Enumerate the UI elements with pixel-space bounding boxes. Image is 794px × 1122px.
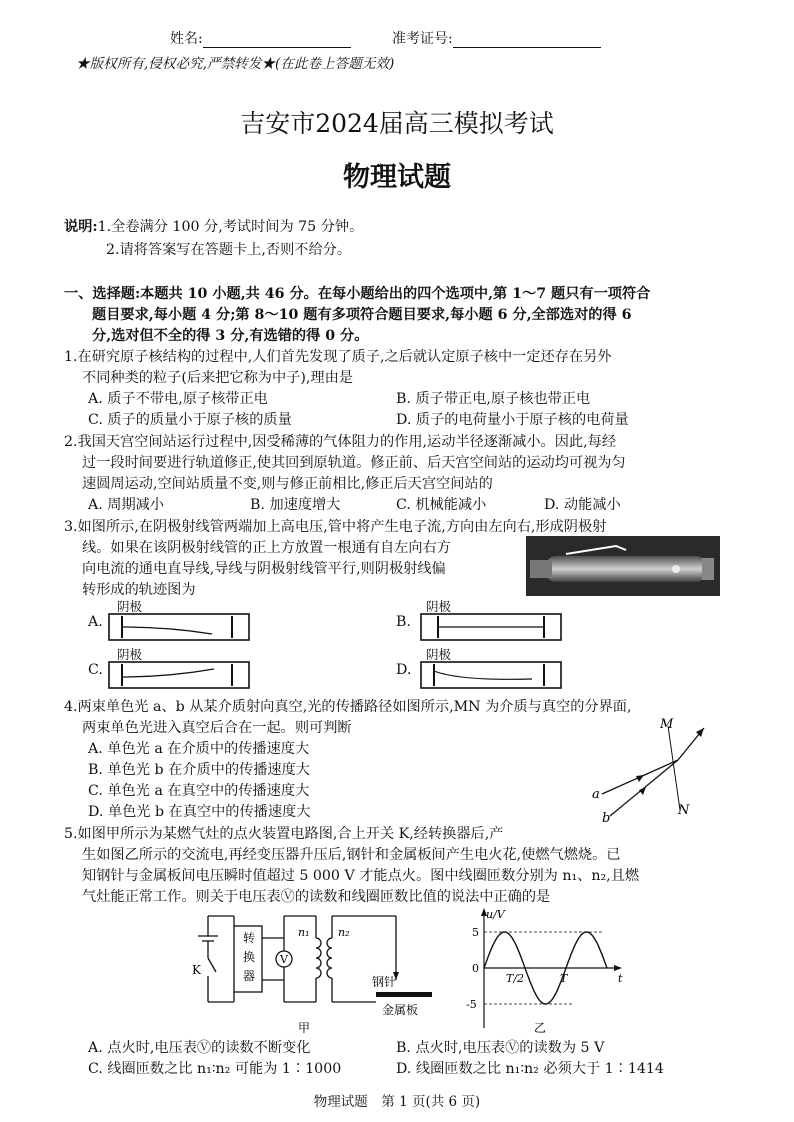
instructions: 说明:1.全卷满分 100 分,考试时间为 75 分钟。 [64, 219, 364, 235]
copyright-notice: ★版权所有,侵权必究,严禁转发★(在此卷上答题无效) [76, 56, 395, 72]
converter-char: 换 [243, 950, 256, 964]
q3-stem-line: 转形成的轨迹图为 [82, 582, 196, 598]
name-blank [203, 31, 351, 48]
q3-option-d-diagram [420, 659, 562, 691]
y-tick-5: 5 [472, 926, 479, 939]
q4-option-d: D. 单色光 b 在真空中的传播速度大 [88, 804, 311, 820]
section-heading-line: 分,选对但不全的得 3 分,有选错的得 0 分。 [92, 328, 369, 344]
label-m: M [660, 717, 674, 732]
ray-b-arrow [639, 787, 646, 795]
q3-c-cathode-label: 阴极 [117, 647, 143, 662]
q4-refraction-diagram [584, 712, 724, 826]
converter-char: 转 [243, 931, 256, 945]
label-b: b [602, 811, 611, 826]
q4-option-a: A. 单色光 a 在介质中的传播速度大 [88, 741, 310, 757]
q4-stem-line: 两束单色光进入真空后合在一起。则可判断 [82, 720, 352, 736]
exam-number-blank [453, 31, 601, 48]
q2-option-b: B. 加速度增大 [250, 497, 341, 513]
switch-k [208, 958, 216, 972]
exam-number-label: 准考证号: [392, 31, 453, 47]
plate-label: 金属板 [382, 1003, 419, 1017]
y-tick-neg5: -5 [466, 998, 477, 1011]
section-heading: 一、选择题:本题共 10 小题,共 46 分。在每小题给出的四个选项中,第 1～7 题只有一项符合 [64, 286, 651, 302]
q5-option-c: C. 线圈匝数之比 n₁∶n₂ 可能为 1∶1000 [88, 1061, 342, 1077]
q4-option-b: B. 单色光 b 在介质中的传播速度大 [88, 762, 310, 778]
q5-circuit-diagram [186, 908, 446, 1034]
q3-option-a-diagram [108, 611, 250, 643]
primary-coil [316, 938, 321, 978]
q5-stem-line: 知钢针与金属板间电压瞬时值超过 5 000 V 才能点火。图中线圈匝数分别为 n₁、n₂,且燃 [82, 868, 640, 884]
q1-option-a: A. 质子不带电,原子核带正电 [88, 391, 268, 407]
q3-option-d-letter: D. [396, 662, 412, 678]
needle-label: 钢针 [372, 975, 397, 989]
switch-label: K [192, 963, 201, 977]
q3-stem-line: 向电流的通电直导线,导线与阴极射线管平行,则阴极射线偏 [82, 561, 446, 577]
q4-option-c: C. 单色光 a 在真空中的传播速度大 [88, 783, 310, 799]
q3-a-cathode-label: 阴极 [117, 599, 143, 614]
q5-stem-line: 生如图乙所示的交流电,再经变压器升压后,钢针和金属板间产生电火花,使燃气燃烧。已 [82, 847, 621, 863]
q5-option-b: B. 点火时,电压表Ⓥ的读数为 5 V [396, 1040, 605, 1056]
voltmeter-label: V [280, 953, 288, 966]
q3-option-a-letter: A. [88, 614, 103, 630]
paper-subtitle: 物理试题 [343, 162, 451, 193]
exam-title: 吉安市2024届高三模拟考试 [240, 109, 554, 138]
q3-stem: 3.如图所示,在阴极射线管两端加上高电压,管中将产生电子流,方向由左向右,形成阴极射 [64, 519, 607, 535]
converter-char: 器 [243, 969, 256, 983]
q1-option-d: D. 质子的电荷量小于原子核的电荷量 [396, 412, 629, 428]
q2-stem-line: 过一段时间要进行轨道修正,使其回到原轨道。修正前、后天宫空间站的运动均可视为匀 [82, 455, 626, 471]
name-field [170, 28, 351, 48]
q1-stem: 1.在研究原子核结构的过程中,人们首先发现了质子,之后就认定原子核中一定还存在另外 [64, 349, 612, 365]
q3-option-c-diagram [108, 659, 250, 691]
q3-option-c-letter: C. [88, 662, 103, 678]
n1-label: n₁ [298, 926, 310, 939]
q3-b-cathode-label: 阴极 [426, 599, 452, 614]
metal-plate [376, 992, 432, 997]
q1-stem-line: 不同种类的粒子(后来把它称为中子),理由是 [82, 370, 353, 386]
name-label: 姓名: [170, 31, 203, 47]
q2-stem: 2.我国天宫空间站运行过程中,因受稀薄的气体阻力的作用,运动半径逐渐减小。因此,每经 [64, 434, 617, 450]
cathode-ray-tube-photo [526, 536, 720, 596]
q3-d-cathode-label: 阴极 [426, 647, 452, 662]
label-a: a [592, 787, 600, 802]
q1-option-c: C. 质子的质量小于原子核的质量 [88, 412, 292, 428]
section-heading-line: 题目要求,每小题 4 分;第 8～10 题有多项符合题目要求,每小题 6 分,全部选对的得 6 [92, 307, 632, 323]
y-tick-0: 0 [472, 962, 479, 975]
q5-stem: 5.如图甲所示为某燃气灶的点火装置电路图,合上开关 K,经转换器后,产 [64, 826, 504, 842]
q3-option-b-letter: B. [396, 614, 411, 630]
graph-xlabel: t [618, 972, 623, 985]
q1-option-b: B. 质子带正电,原子核也带正电 [396, 391, 591, 407]
page-footer: 物理试题 第 1 页(共 6 页) [313, 1094, 481, 1110]
q5-voltage-graph [460, 904, 632, 1034]
x-tick-t: T [560, 972, 568, 985]
exam-number-field [392, 28, 601, 48]
circuit-caption: 甲 [298, 1021, 311, 1034]
q2-option-d: D. 动能减小 [544, 497, 621, 513]
q5-option-d: D. 线圈匝数之比 n₁∶n₂ 必须大于 1∶1414 [396, 1061, 664, 1077]
instruction-item: 2.请将答案写在答题卡上,否则不给分。 [106, 242, 352, 258]
q2-option-a: A. 周期减小 [88, 497, 165, 513]
graph-ylabel: u/V [486, 908, 505, 921]
graph-caption: 乙 [534, 1021, 547, 1034]
q2-option-c: C. 机械能减小 [396, 497, 487, 513]
q3-stem-line: 线。如果在该阴极射线管的正上方放置一根通有自左向右方 [82, 540, 451, 556]
q4-stem: 4.两束单色光 a、b 从某介质射向真空,光的传播路径如图所示,MN 为介质与真空的分界面, [64, 699, 632, 715]
x-tick-half-t: T/2 [506, 972, 525, 985]
n2-label: n₂ [338, 926, 350, 939]
secondary-coil [327, 938, 332, 978]
q5-stem-line: 气灶能正常工作。则关于电压表Ⓥ的读数和线圈匝数比值的说法中正确的是 [82, 889, 551, 905]
label-n: N [678, 803, 690, 818]
q2-stem-line: 速圆周运动,空间站质量不变,则与修正前相比,修正后天宫空间站的 [82, 476, 493, 492]
q5-option-a: A. 点火时,电压表Ⓥ的读数不断变化 [88, 1040, 311, 1056]
q3-option-b-diagram [420, 611, 562, 643]
mn-interface-line [668, 726, 680, 810]
